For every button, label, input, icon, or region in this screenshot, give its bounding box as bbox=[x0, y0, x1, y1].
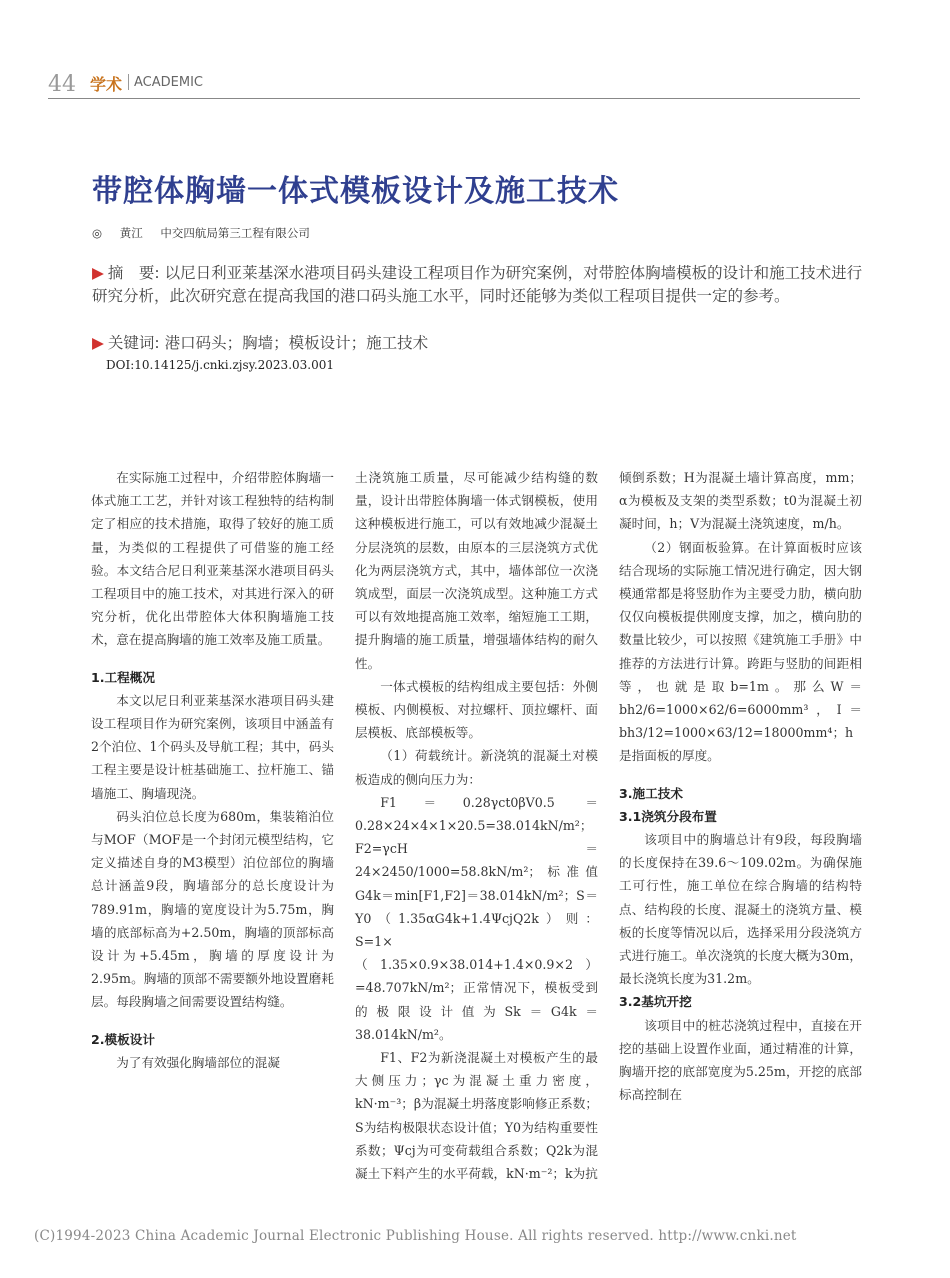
section-label-en: ACADEMIC bbox=[134, 75, 203, 90]
author-name: 黄江 bbox=[119, 226, 143, 240]
copyright-footer: (C)1994-2023 China Academic Journal Electronic Publishing House. All rights reserved. http://www.cnki.net bbox=[34, 1228, 797, 1244]
paragraph: 土浇筑施工质量，尽可能减少结构缝的数量，设计出带腔体胸墙一体式钢模板，使用这种模板进行施工，可以有效地减少混凝土分层浇筑的层数，由原本的三层浇筑方式优化为两层浇筑方式，其中，墙体部位一次浇筑成型，面层一次浇筑成型。这种施工方式可以有效地提高施工效率，缩短施工工期，提升胸墙的施工质量，增强墙体结构的耐久性。 bbox=[355, 470, 598, 671]
paragraph: 倾倒系数；H为混凝土墙计算高度，mm；α为模板及支架的类型系数；t0为混凝土初凝时间，h；V为混凝土浇筑速度，m/h。 bbox=[619, 470, 862, 532]
paragraph: （2）钢面板验算。在计算面板时应该结合现场的实际施工情况进行确定，因大钢模通常都是将竖肋作为主要受力肋，横向肋仅仅向模板提供刚度支撑，加之，横向肋的数量比较少，可以按照《建筑施工手册》中推荐的方法进行计算。跨距与竖肋的间距相等，也就是取b=1m。那么W＝bh2/6=1000×62/6=6000mm³，I＝bh3/12=1000×63/12=18000mm⁴；h是指面板的厚度。 bbox=[619, 539, 862, 764]
keywords-text: 港口码头；胸墙；模板设计；施工技术 bbox=[164, 334, 429, 352]
abstract bbox=[92, 262, 867, 308]
abstract-text: 以尼日利亚莱基深水港项目码头建设工程项目作为研究案例，对带腔体胸墙模板的设计和施工技术进行研究分析，此次研究意在提高我国的港口码头施工水平，同时还能够为类似工程项目提供一定的参考。 bbox=[92, 264, 863, 305]
triangle-icon: ▶ bbox=[92, 264, 104, 282]
keywords bbox=[92, 331, 428, 353]
running-header bbox=[48, 70, 860, 99]
body-column-3 bbox=[619, 466, 862, 1106]
paragraph: 该项目中的桩芯浇筑过程中，直接在开挖的基础上设置作业面，通过精准的计算，胸墙开挖的底部宽度为5.25m，开挖的底部标高控制在 bbox=[619, 1017, 862, 1103]
section-heading: 1.工程概况 bbox=[91, 669, 155, 685]
body-column-1 bbox=[91, 466, 334, 1074]
paragraph: 在实际施工过程中，介绍带腔体胸墙一体式施工工艺，并针对该工程独特的结构制定了相应的技术措施，取得了较好的施工质量，为类似的工程提供了可借鉴的施工经验。本文结合尼日利亚莱基深水港项目码头工程项目中的施工技术，对其进行深入的研究分析，优化出带腔体大体积胸墙施工技术，意在提高胸墙的施工效率及施工质量。 bbox=[91, 470, 334, 648]
keywords-label: 关键词: bbox=[107, 334, 160, 352]
formula-block: F1＝0.28γct0βV0.5 ＝0.28×24×4×1×20.5=38.014kN/m²；F2=γcH＝24×2450/1000=58.8kN/m²；标准值G4k＝min[F1,F2]＝38.014kN/m²；S＝Y0（1.35αG4k+1.4ΨcjQ2k）则：S=1×（1.35×0.9×38.014+1.4×0.9×2）=48.707kN/m²；正常情况下，模板受到的极限设计值为Sk＝G4k＝38.014kN/m²。 bbox=[355, 794, 598, 1042]
paragraph: 一体式模板的结构组成主要包括：外侧模板、内侧模板、对拉螺杆、顶拉螺杆、面层模板、底部模板等。 bbox=[355, 678, 598, 741]
subsection-heading: 3.2基坑开挖 bbox=[619, 994, 692, 1010]
paragraph: 该项目中的胸墙总计有9段，每段胸墙的长度保持在39.6～109.02m。为确保施工可行性，施工单位在综合胸墙的结构特点、结构段的长度、混凝土的浇筑方量、模板的长度等情况以后，选择采用分段浇筑方式进行施工。单次浇筑的长度大概为30m，最长浇筑长度为31.2m。 bbox=[619, 832, 862, 987]
doi: DOI:10.14125/j.cnki.zjsy.2023.03.001 bbox=[106, 358, 334, 372]
paragraph: F1、F2为新浇混凝土对模板产生的最大侧压力；γc为混凝土重力密度，kN·m⁻³；β为混凝土坍落度影响修正系数；S为结构极限状态设计值；Y0为结构重要性系数；Ψcj为可变荷载组合系数；Q2k为混凝土下料产生的水平荷载，kN·m⁻²；k为抗 bbox=[355, 1050, 598, 1182]
article-title: 带腔体胸墙一体式模板设计及施工技术 bbox=[92, 174, 619, 209]
paragraph: 码头泊位总长度为680m，集装箱泊位与MOF（MOF是一个封闭元模型结构，它定义描述自身的M3模型）泊位部位的胸墙总计涵盖9段，胸墙部分的总长度设计为789.91m，胸墙的宽度设计为5.75m，胸墙的底部标高为+2.50m，胸墙的顶部标高设计为+5.45m，胸墙的厚度设计为2.95m。胸墙的顶部不需要额外地设置磨耗层。每段胸墙之间需要设置结构缝。 bbox=[91, 808, 334, 1010]
body-column-2 bbox=[355, 466, 598, 1185]
author-affiliation: 中交四航局第三工程有限公司 bbox=[160, 226, 310, 240]
paragraph: 为了有效强化胸墙部位的混凝 bbox=[116, 1054, 280, 1070]
section-heading: 2.模板设计 bbox=[91, 1031, 155, 1047]
triangle-icon: ▶ bbox=[92, 334, 104, 352]
section-label: 学术 bbox=[90, 75, 123, 94]
author-line bbox=[92, 225, 324, 241]
subsection-heading: 3.1浇筑分段布置 bbox=[619, 808, 717, 824]
author-mark: ◎ bbox=[92, 226, 103, 240]
abstract-label: 摘 要: bbox=[107, 264, 160, 282]
header-divider bbox=[128, 74, 129, 90]
paragraph: （1）荷载统计。新浇筑的混凝土对模板造成的侧向压力为： bbox=[355, 748, 598, 787]
section-heading: 3.施工技术 bbox=[619, 785, 683, 801]
page-number: 44 bbox=[48, 72, 76, 97]
paragraph: 本文以尼日利亚莱基深水港项目码头建设工程项目作为研究案例，该项目中涵盖有2个泊位、1个码头及导航工程；其中，码头工程主要是设计桩基础施工、拉杆施工、锚墙施工、胸墙现浇。 bbox=[91, 692, 334, 801]
